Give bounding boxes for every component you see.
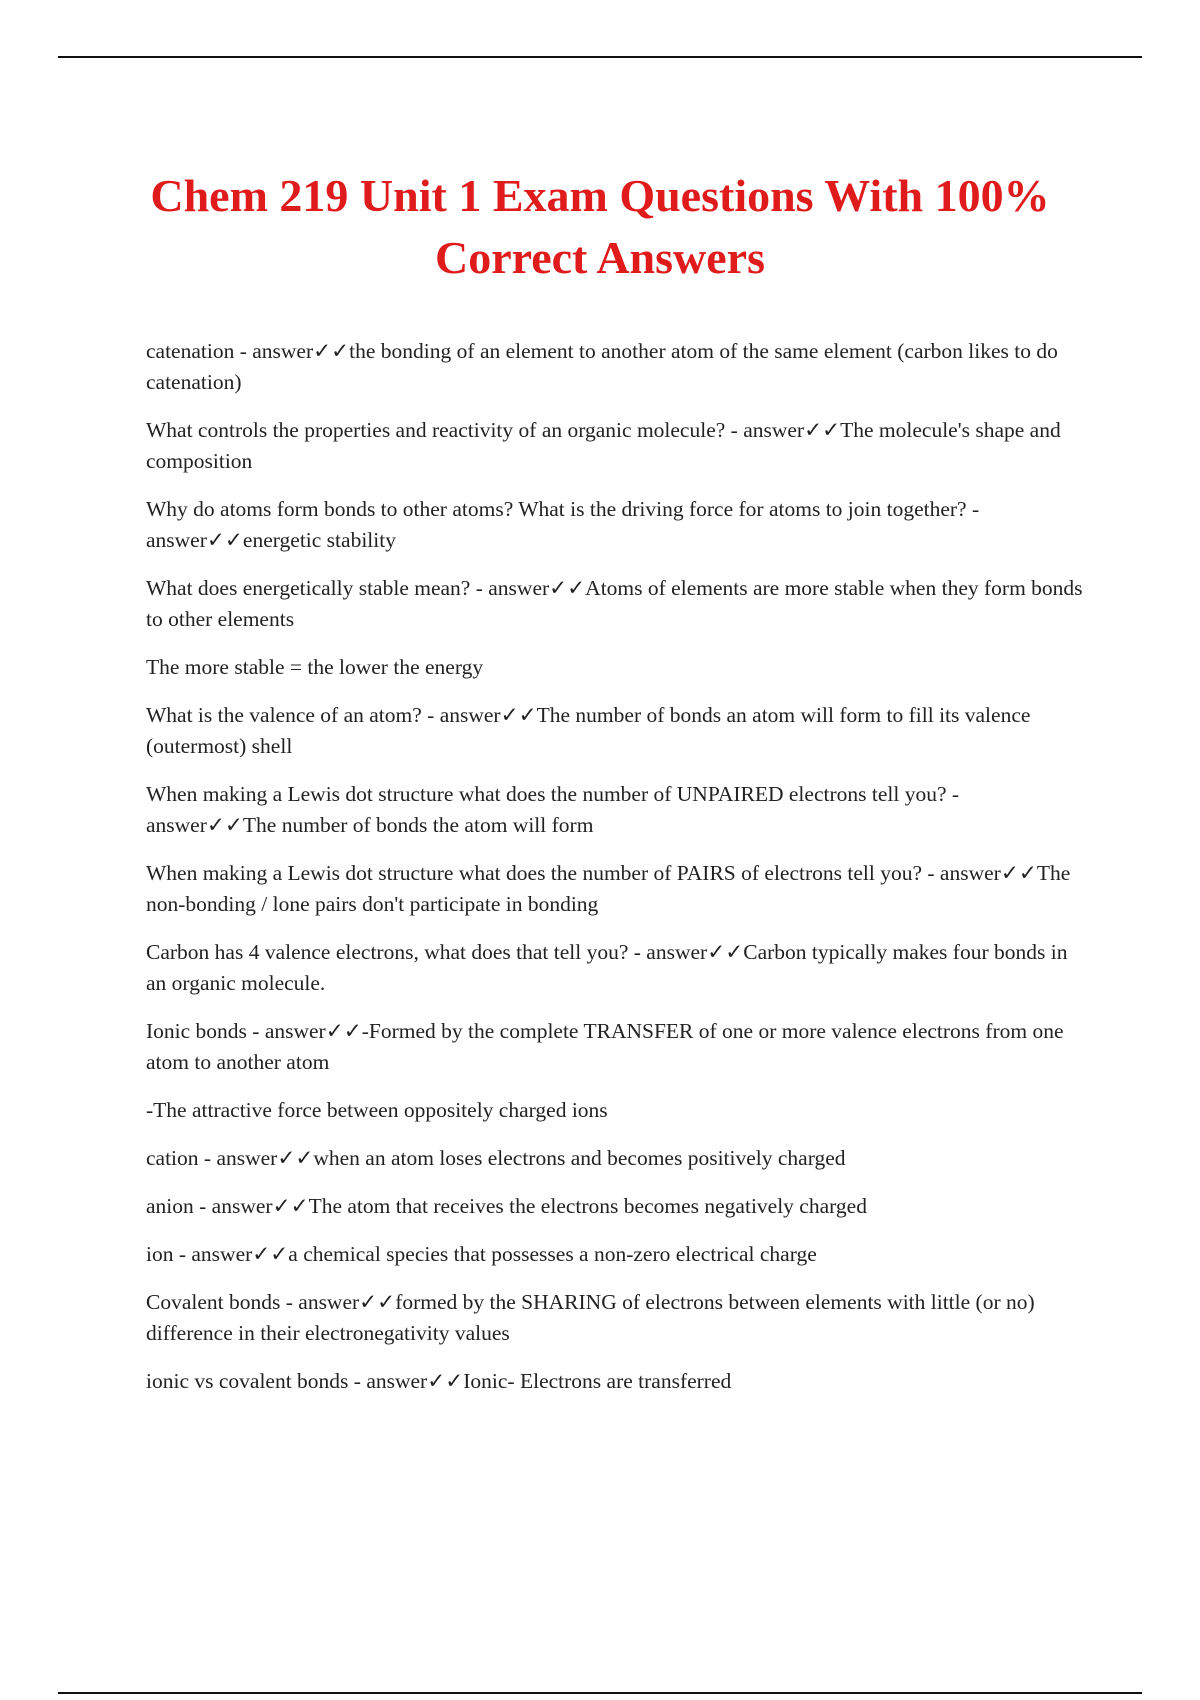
qa-paragraph: Carbon has 4 valence electrons, what does that tell you? - answer✓✓Carbon typically makes four bonds in an organic molecule. (146, 940, 1068, 995)
qa-paragraph: Covalent bonds - answer✓✓formed by the SHARING of electrons between elements with little (or no) difference in their electronegativity values (146, 1290, 1035, 1345)
qa-paragraph: When making a Lewis dot structure what does the number of PAIRS of electrons tell you? - answer✓✓The non-bonding / lone pairs don't participate in bonding (146, 861, 1071, 916)
qa-paragraph: cation - answer✓✓when an atom loses electrons and becomes positively charged (146, 1146, 846, 1170)
qa-paragraph: What does energetically stable mean? - answer✓✓Atoms of elements are more stable when they form bonds to other elements (146, 576, 1083, 631)
qa-paragraph: ion - answer✓✓a chemical species that possesses a non-zero electrical charge (146, 1242, 817, 1266)
qa-paragraph: What controls the properties and reactivity of an organic molecule? - answer✓✓The molecule's shape and composition (146, 418, 1061, 473)
qa-paragraph: Why do atoms form bonds to other atoms? What is the driving force for atoms to join together? - answer✓✓energetic stability (146, 497, 980, 552)
footer-rule (58, 1692, 1142, 1694)
qa-list (146, 336, 1086, 1414)
qa-paragraph: Ionic bonds - answer✓✓-Formed by the complete TRANSFER of one or more valence electrons from one atom to another atom (146, 1019, 1064, 1074)
qa-paragraph: When making a Lewis dot structure what does the number of UNPAIRED electrons tell you? - answer✓✓The number of bonds the atom will form (146, 782, 960, 837)
document-title: Chem 219 Unit 1 Exam Questions With 100% Correct Answers (150, 170, 1050, 283)
qa-paragraph: ionic vs covalent bonds - answer✓✓Ionic- Electrons are transferred (146, 1369, 732, 1393)
qa-paragraph: anion - answer✓✓The atom that receives the electrons becomes negatively charged (146, 1194, 867, 1218)
header-rule (58, 56, 1142, 58)
qa-paragraph: -The attractive force between oppositely charged ions (146, 1098, 608, 1122)
qa-paragraph: catenation - answer✓✓the bonding of an element to another atom of the same element (carbon likes to do catenation) (146, 339, 1058, 394)
qa-paragraph: The more stable = the lower the energy (146, 655, 484, 679)
qa-paragraph: What is the valence of an atom? - answer✓✓The number of bonds an atom will form to fill its valence (outermost) shell (146, 703, 1031, 758)
